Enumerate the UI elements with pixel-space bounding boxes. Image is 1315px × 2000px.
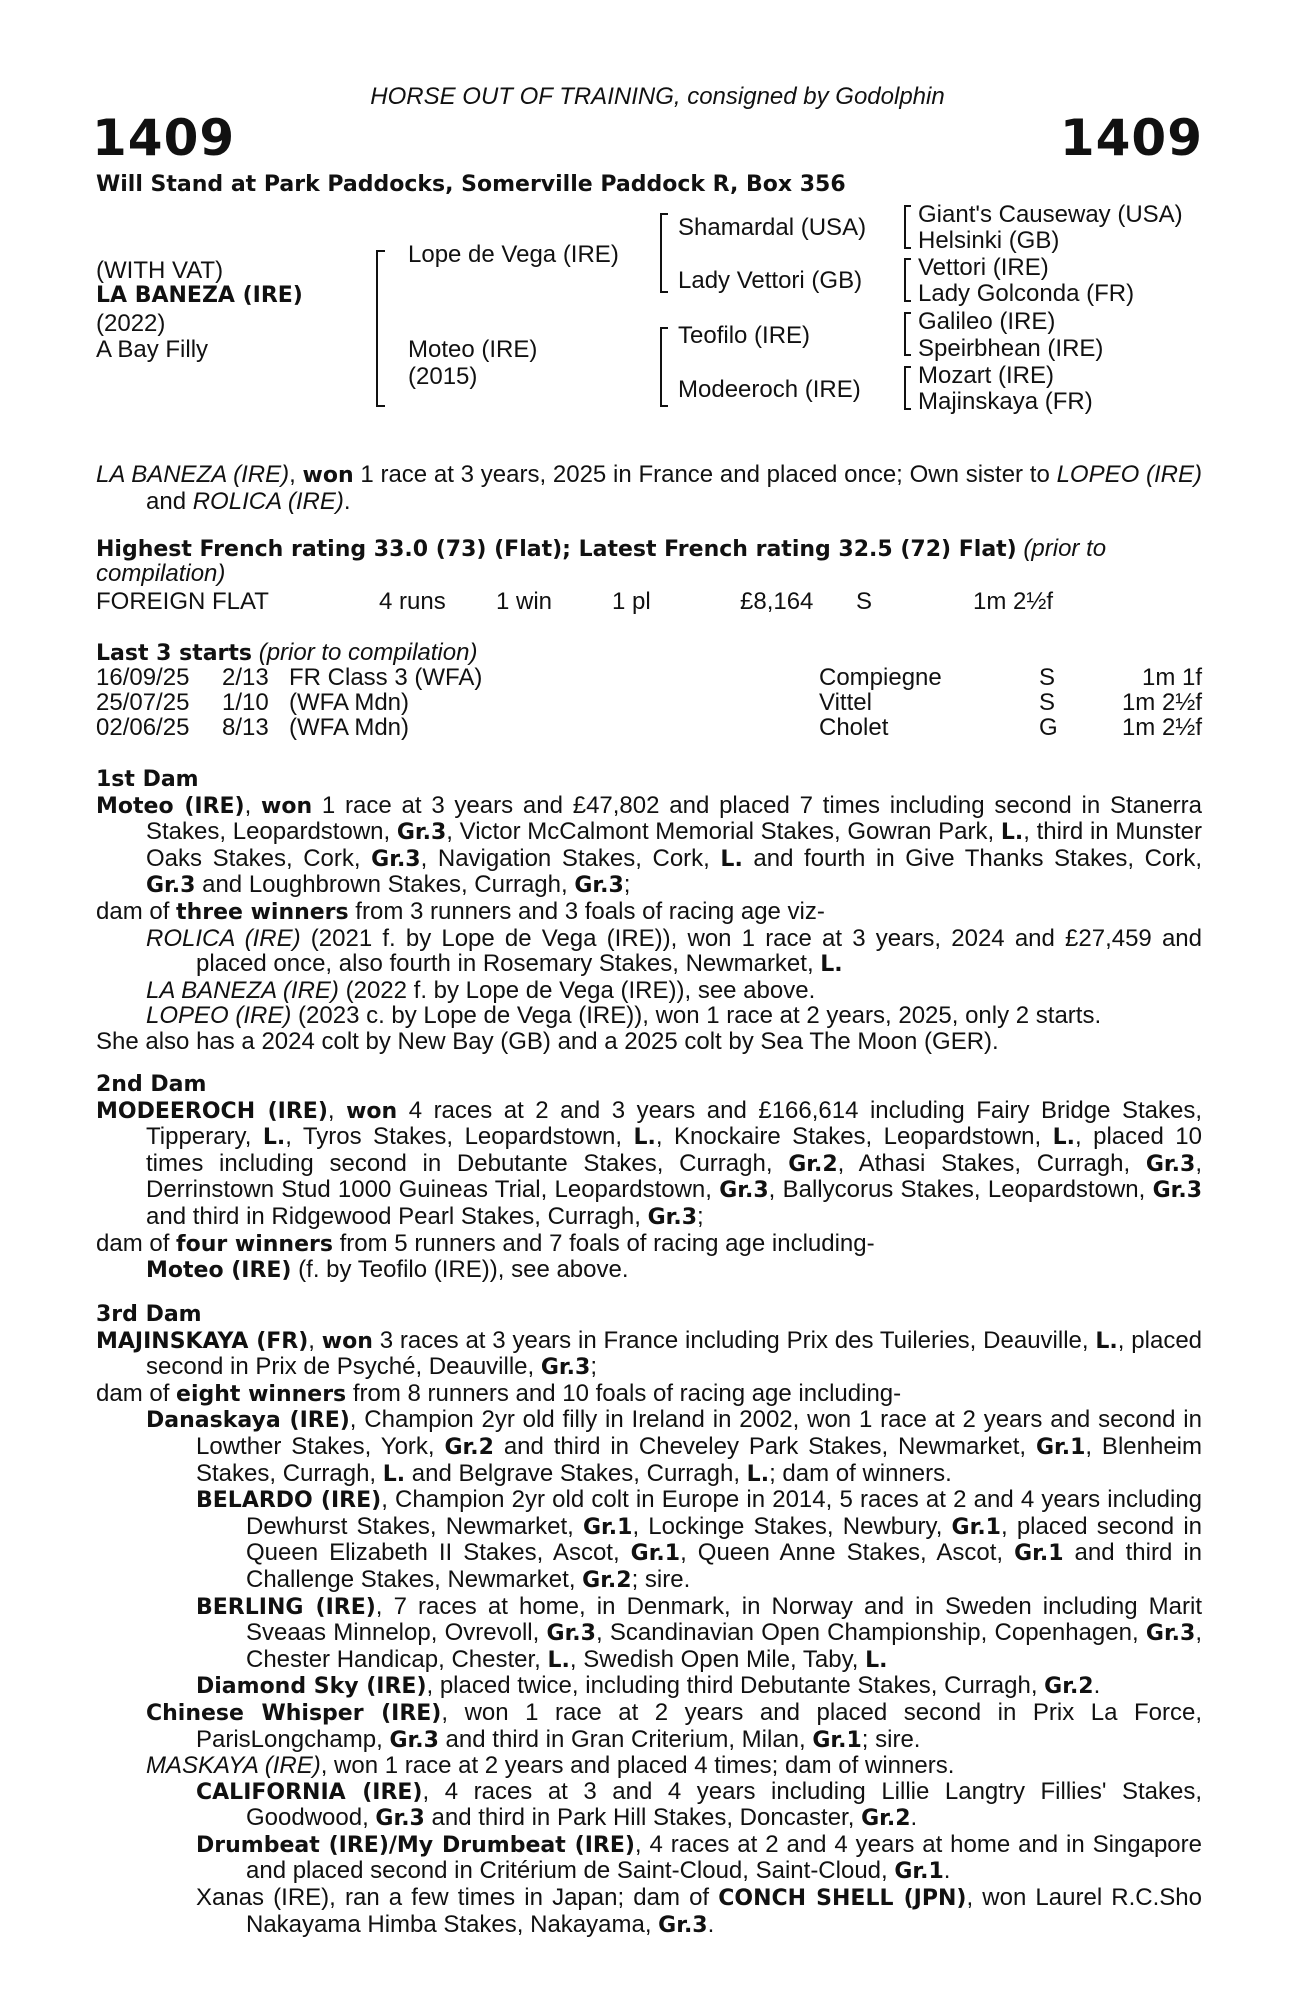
horse-description: A Bay Filly	[96, 336, 209, 363]
last3-heading: Last 3 starts (prior to compilation)	[96, 639, 478, 666]
produce-entry: LA BANEZA (IRE) (2022 f. by Lope de Vega (IRE)), see above.	[146, 976, 816, 1004]
pedigree-dam: Moteo (IRE)	[408, 336, 538, 363]
horse-year: (2022)	[96, 310, 166, 337]
stand-location: Will Stand at Park Paddocks, Somerville Paddock R, Box 356	[96, 172, 846, 197]
pedigree-brace-ds	[904, 312, 911, 356]
produce-entry: LOPEO (IRE) (2023 c. by Lope de Vega (IRE)), won 1 race at 2 years, 2025, only 2 starts.	[146, 1002, 1102, 1030]
pedigree-dam-year: (2015)	[408, 363, 478, 390]
produce-entry: Diamond Sky (IRE), placed twice, including third Debutante Stakes, Curragh, Gr.2.	[196, 1672, 1101, 1700]
last3-row: 16/09/25 2/13 FR Class 3 (WFA) Compiegne S 1m 1f	[96, 664, 1202, 691]
last3-row: 25/07/25 1/10 (WFA Mdn) Vittel S 1m 2½f	[96, 689, 1202, 716]
produce-entry: Xanas (IRE), ran a few times in Japan; dam of CONCH SHELL (JPN), won Laurel R.C.Sho Nakayama Himba Stakes, Nakayama, Gr.3.	[196, 1884, 1202, 1938]
produce-entry: BERLING (IRE), 7 races at home, in Denmark, in Norway and in Sweden including Marit Sveaas Minnelop, Ovrevoll, Gr.3, Scandinavian Open Championship, Copenhagen, Gr.3, Chester Handicap, Chester, L., Swedish Open Mile, Taby, L.	[196, 1592, 1202, 1673]
first-dam-record: Moteo (IRE), won 1 race at 3 years and £47,802 and placed 7 times including second in Stanerra Stakes, Leopardstown, Gr.3, Victor McCalmont Memorial Stakes, Gowran Park, L., third in Munster Oaks Stakes, Cork, Gr.3, Navigation Stakes, Cork, L. and fourth in Give Thanks Stakes, Cork, Gr.3 and Loughbrown Stakes, Curragh, Gr.3;	[96, 791, 1203, 899]
lot-number-left: 1409	[92, 109, 236, 167]
pedigree-sdd: Lady Golconda (FR)	[918, 280, 1135, 307]
last3-row: 02/06/25 8/13 (WFA Mdn) Cholet G 1m 2½f	[96, 714, 1202, 741]
first-dam-also: She also has a 2024 colt by New Bay (GB) and a 2025 colt by Sea The Moon (GER).	[96, 1027, 999, 1055]
produce-entry: BELARDO (IRE), Champion 2yr old colt in Europe in 2014, 5 races at 2 and 4 years including Dewhurst Stakes, Newmarket, Gr.1, Lockinge Stakes, Newbury, Gr.1, placed second in Queen Elizabeth II Stakes, Ascot, Gr.1, Queen Anne Stakes, Ascot, Gr.1 and third in Challenge Stakes, Newmarket, Gr.2; sire.	[196, 1486, 1203, 1593]
rating-note: (prior to compilation)	[96, 535, 1107, 587]
second-dam-section	[96, 1072, 1202, 1284]
page-subtitle: HORSE OUT OF TRAINING, consigned by Godolphin	[370, 83, 945, 110]
summary-block	[96, 462, 1202, 514]
horse-name: LA BANEZA (IRE)	[96, 283, 303, 308]
second-dam-record: MODEEROCH (IRE), won 4 races at 2 and 3 years and £166,614 including Fairy Bridge Stakes, Tipperary, L., Tyros Stakes, Leopardstown, L., Knockaire Stakes, Leopardstown, L., placed 10 times including second in Debutante Stakes, Curragh, Gr.2, Athasi Stakes, Curragh, Gr.3, Derrinstown Stud 1000 Guineas Trial, Leopardstown, Gr.3, Ballycorus Stakes, Leopardstown, Gr.3 and third in Ridgewood Pearl Stakes, Curragh, Gr.3;	[96, 1096, 1202, 1230]
summary-paragraph: LA BANEZA (IRE), won 1 race at 3 years, 2025 in France and placed once; Own sister to LOPEO (IRE) and ROLICA (IRE).	[96, 461, 1203, 515]
produce-entry: Danaskaya (IRE), Champion 2yr old filly in Ireland in 2002, won 1 race at 2 years and second in Lowther Stakes, York, Gr.2 and third in Cheveley Park Stakes, Newmarket, Gr.1, Blenheim Stakes, Curragh, L. and Belgrave Stakes, Curragh, L.; dam of winners.	[146, 1406, 1202, 1487]
pedigree-dam-sire: Teofilo (IRE)	[678, 322, 811, 349]
third-dam-record: MAJINSKAYA (FR), won 3 races at 3 years in France including Prix des Tuileries, Deauville, L., placed second in Prix de Psyché, Deauville, Gr.3;	[96, 1326, 1203, 1381]
vat-note: (WITH VAT)	[96, 257, 224, 284]
pedigree-sire: Lope de Vega (IRE)	[408, 241, 619, 268]
first-dam-produce-summary: dam of three winners from 3 runners and 3 foals of racing age viz-	[96, 897, 825, 925]
pedigree-brace-ss	[904, 205, 911, 249]
pedigree-dss: Galileo (IRE)	[918, 308, 1056, 335]
race-record-row: FOREIGN FLAT 4 runs 1 win 1 pl £8,164 S 1m 2½f	[96, 588, 1054, 615]
rating-block	[96, 537, 1202, 586]
third-dam-heading: 3rd Dam	[96, 1302, 202, 1327]
first-dam-heading: 1st Dam	[96, 767, 199, 792]
pedigree-dds: Mozart (IRE)	[918, 362, 1055, 389]
first-dam-section	[96, 767, 1202, 1055]
third-dam-produce-summary: dam of eight winners from 8 runners and 10 foals of racing age including-	[96, 1379, 902, 1407]
pedigree-sss: Giant's Causeway (USA)	[918, 201, 1183, 228]
produce-entry: MASKAYA (IRE), won 1 race at 2 years and placed 4 times; dam of winners.	[146, 1752, 955, 1780]
second-dam-produce-summary: dam of four winners from 5 runners and 7 foals of racing age including-	[96, 1229, 875, 1257]
pedigree-ddd: Majinskaya (FR)	[918, 388, 1093, 415]
pedigree-sds: Vettori (IRE)	[918, 254, 1049, 281]
pedigree-brace-dd	[904, 366, 911, 410]
pedigree-brace-sire	[660, 213, 668, 293]
produce-entry: Drumbeat (IRE)/My Drumbeat (IRE), 4 races at 2 and 4 years at home and in Singapore and placed second in Critérium de Saint-Cloud, Saint-Cloud, Gr.1.	[196, 1830, 1202, 1885]
pedigree-brace-sd	[904, 258, 911, 302]
pedigree-ssd: Helsinki (GB)	[918, 227, 1060, 254]
produce-entry: Moteo (IRE) (f. by Teofilo (IRE)), see above.	[146, 1256, 629, 1284]
second-dam-heading: 2nd Dam	[96, 1072, 207, 1097]
produce-entry: ROLICA (IRE) (2021 f. by Lope de Vega (IRE)), won 1 race at 3 years, 2024 and £27,459 and placed once, also fourth in Rosemary Stakes, Newmarket, L.	[146, 924, 1202, 978]
pedigree-brace-main	[376, 250, 385, 407]
produce-entry: CALIFORNIA (IRE), 4 races at 3 and 4 years including Lillie Langtry Fillies' Stakes, Goodwood, Gr.3 and third in Park Hill Stakes, Doncaster, Gr.2.	[196, 1777, 1202, 1832]
pedigree-sire-dam: Lady Vettori (GB)	[678, 267, 863, 294]
rating-line: Highest French rating 33.0 (73) (Flat); Latest French rating 32.5 (72) Flat)	[96, 537, 1017, 562]
lot-number-right: 1409	[1059, 109, 1203, 167]
third-dam-section	[96, 1302, 1202, 1938]
pedigree-brace-dam	[660, 327, 668, 407]
produce-entry: Chinese Whisper (IRE), won 1 race at 2 years and placed second in Prix La Force, ParisLongchamp, Gr.3 and third in Gran Criterium, Milan, Gr.1; sire.	[146, 1698, 1202, 1753]
pedigree-dam-dam: Modeeroch (IRE)	[678, 376, 861, 403]
pedigree-dsd: Speirbhean (IRE)	[918, 335, 1104, 362]
pedigree-sire-sire: Shamardal (USA)	[678, 214, 867, 241]
